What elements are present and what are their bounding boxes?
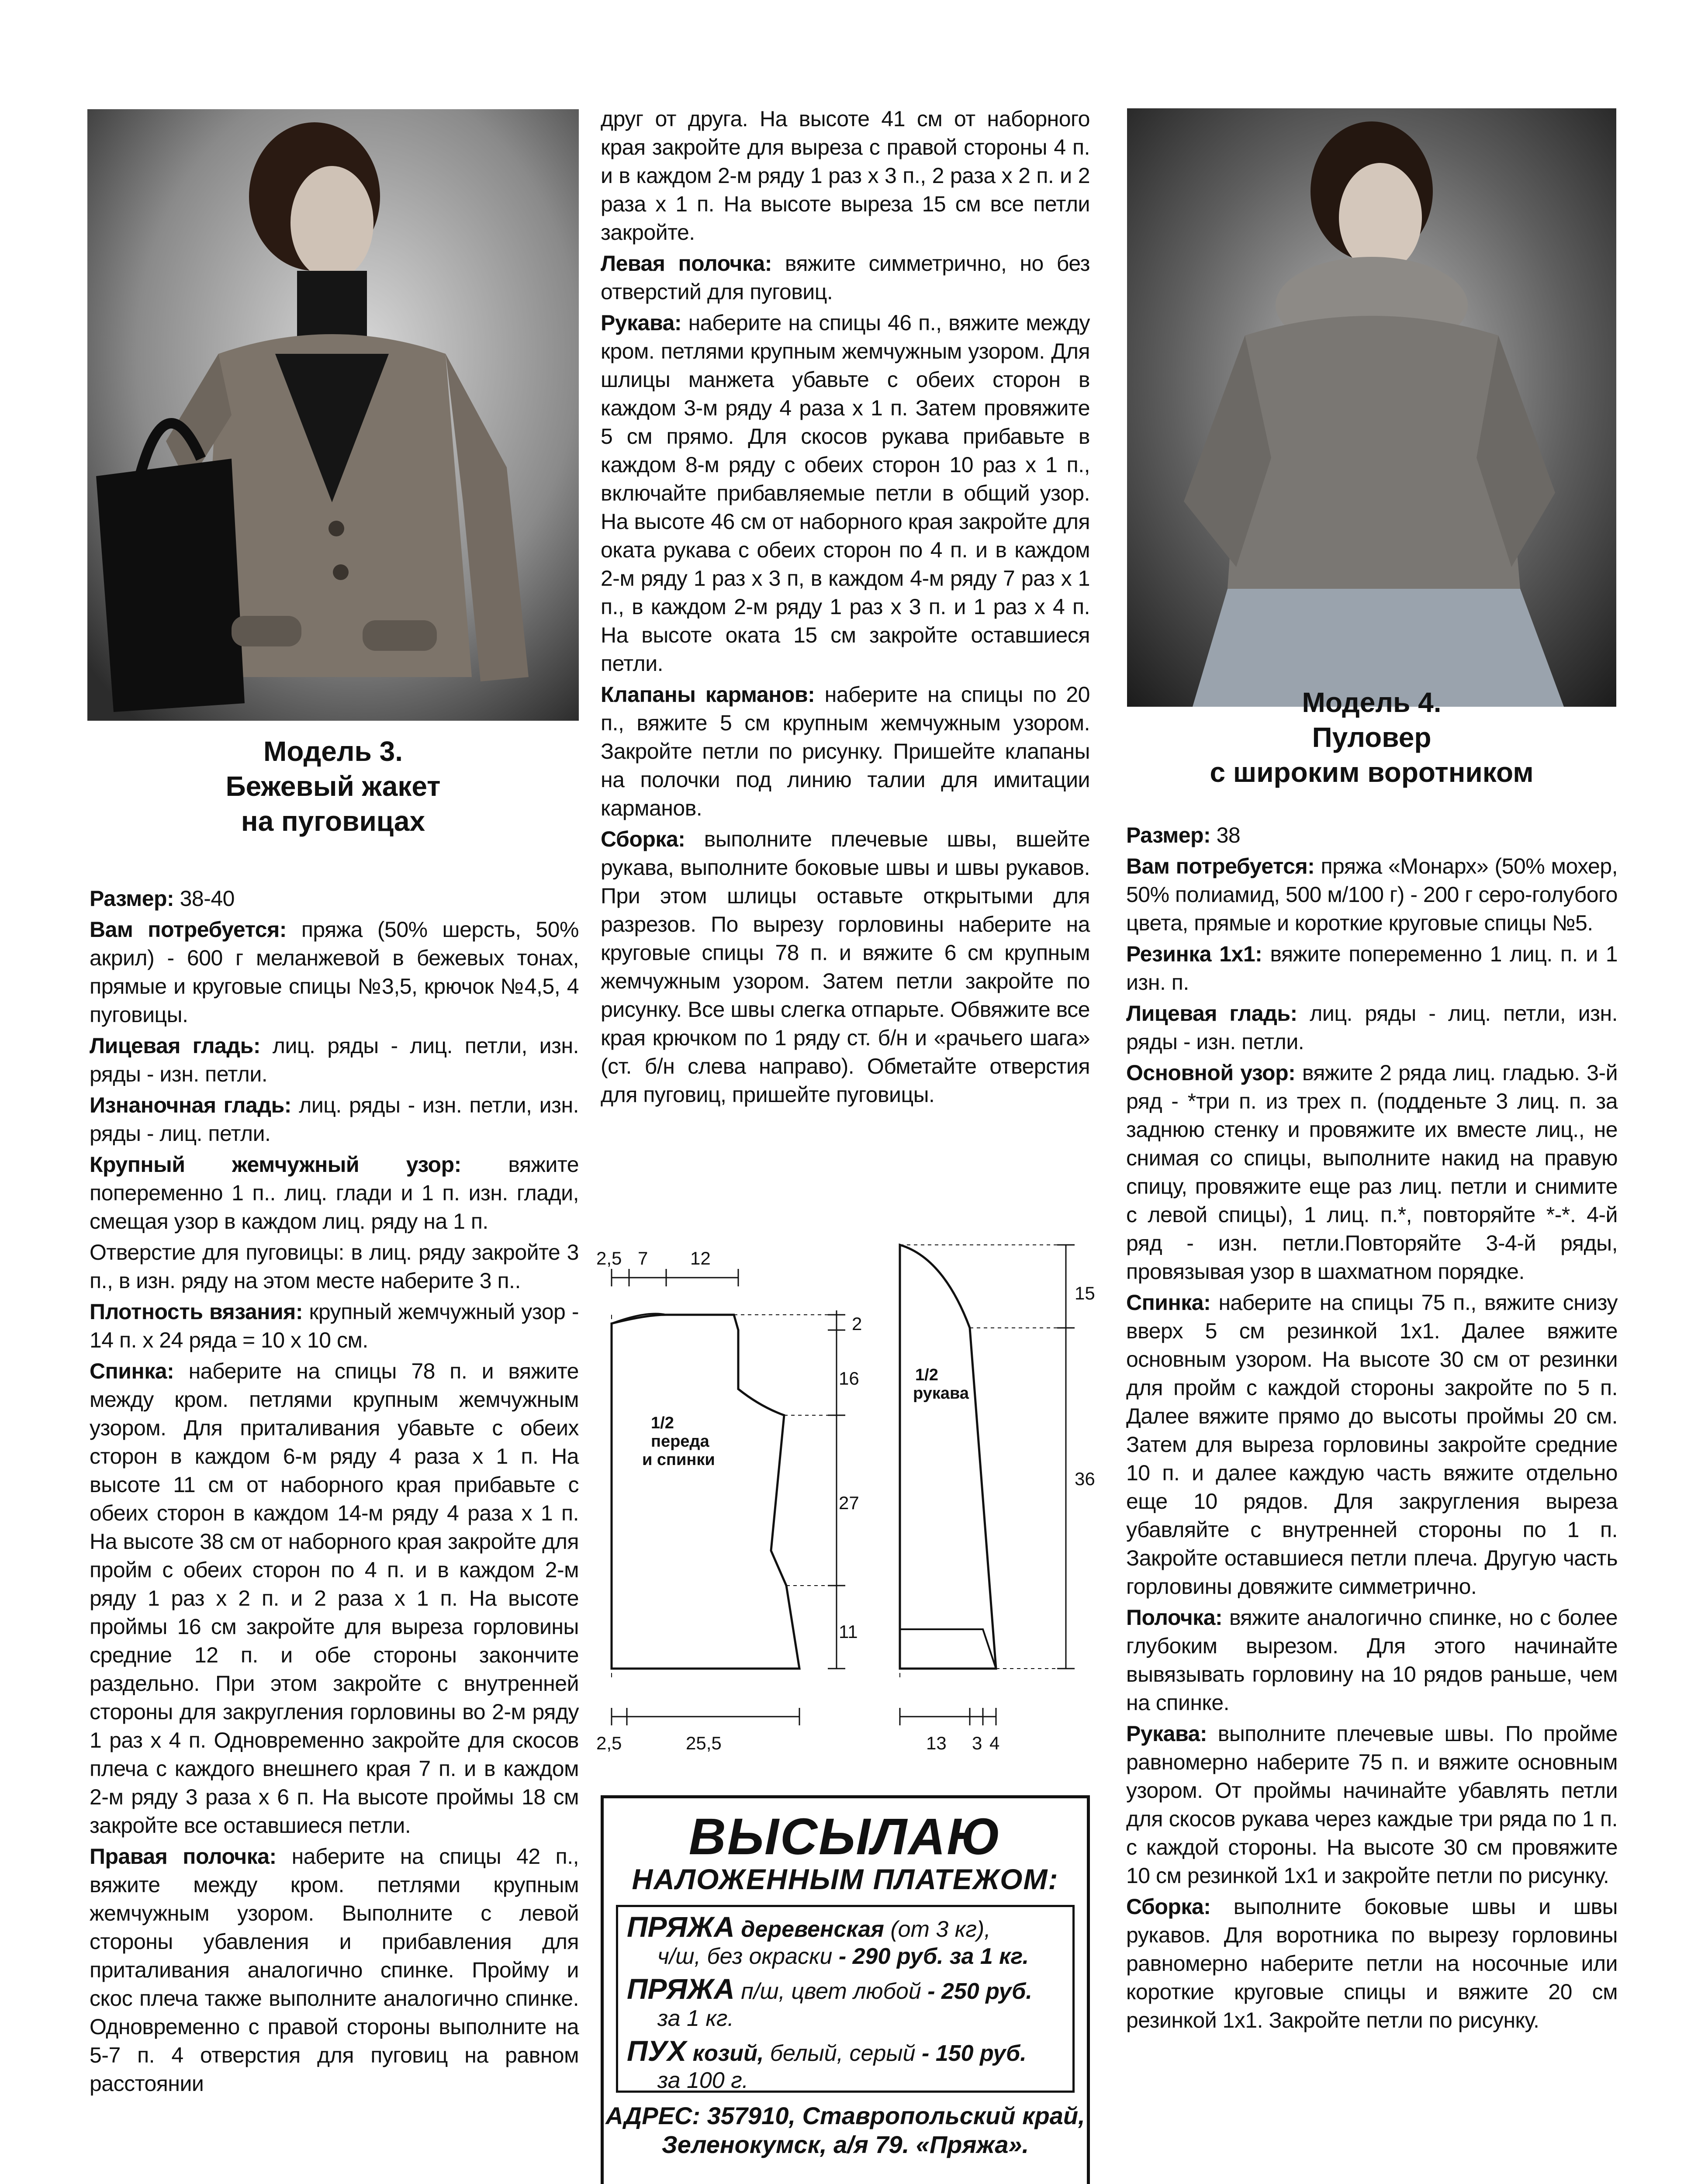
pattern-labels (596, 1248, 1095, 1753)
paragraph (1126, 940, 1618, 997)
ad-item-price: - 250 руб. (921, 1979, 1032, 2004)
paragraph-text: друг от друга. На высоте 41 см от наборного края закройте для выреза с правой стороны 4 п. и в каждом 2-м ряду 1 раз х 3 п., 2 раза х 2 п. и 2 раза х 1 п. На высоте выреза 15 см все петли закройте. (601, 107, 1090, 245)
pattern-diagram-svg (594, 1223, 1095, 1760)
paragraph (1126, 852, 1618, 937)
paragraph-label: Резинка 1х1: (1126, 942, 1262, 966)
sleeve-label-line: рукава (913, 1384, 969, 1403)
paragraph-label: Вам потребуется: (90, 917, 287, 942)
ad-item-line (627, 1943, 1064, 1970)
paragraph-label: Полочка: (1126, 1605, 1223, 1630)
paragraph-label: Размер: (1126, 823, 1211, 847)
paragraph-text: выполните плечевые швы, вшейте рукава, выполните боковые швы и швы рукавов. При этом шлицы оставьте открытыми для разрезов. По вырезу горловины наберите на круговые спицы 78 п. и вяжите 6 см крупным жемчужным узором. Затем петли закройте по рисунку. Все швы слегка отпарьте. Обвяжите все края крючком по 1 ряду ст. б/н и «рачьего шага» (ст. б/н слева направо). Обметайте отверстия для пуговиц, пришейте пуговицы. (601, 827, 1090, 1107)
front-back-label-line: 1/2 (651, 1414, 674, 1432)
paragraph (90, 885, 579, 913)
paragraph-label: Размер: (90, 886, 174, 911)
paragraph (1126, 999, 1618, 1056)
ad-address (604, 2101, 1087, 2159)
dim-label: 2 (852, 1313, 862, 1334)
paragraph-text: наберите на спицы 75 п., вяжите снизу вверх 5 см резинкой 1х1. Далее вяжите основным узором. На высоте 30 см от резинки для пройм с каждой стороны закройте по 5 п. Далее вяжите прямо до высоты проймы 20 см. Затем для выреза горловины закройте средние 10 п. и далее каждую часть вяжите отдельно еще 10 рядов. Для закругления выреза убавляйте с внутренней стороны по 1 п. Закройте оставшиеся петли плеча. Другую часть горловины довяжите симметрично. (1126, 1290, 1618, 1599)
ad-item-desc: п/ш, цвет любой (734, 1979, 921, 2004)
dim-label: 15 (1075, 1283, 1095, 1303)
dim-label: 16 (839, 1368, 859, 1389)
paragraph-text: наберите на спицы 46 п., вяжите между кром. петлями крупным жемчужным узором. Для шлицы манжета убавьте с обеих сторон в каждом 3-м ряду 4 раза х 1 п. Затем провяжите 5 см прямо. Для скосов рукава прибавьте в каждом 8-м ряду с обеих сторон 10 раз х 1 п., включайте прибавляемые петли в общий узор. На высоте 46 см от наборного края закройте для оката рукава с обеих сторон по 4 п. и в каждом 2-м ряду 1 раз х 3 п, в каждом 4-м ряду 7 раз х 1 п., в каждом 2-м ряду 1 раз х 3 п. и 1 раз х 4 п. На высоте оката 15 см закройте оставшиеся петли. (601, 311, 1090, 676)
paragraph-label: Левая полочка: (601, 251, 772, 276)
paragraph-text: вяжите 2 ряда лиц. гладью. 3-й ряд - *три п. из трех п. (подденьте 3 лиц. п. за заднюю стенку и провяжите их вместе лиц., не снимая со спицы, выполните накид на правую спицу, провяжите еще раз лиц. петли и снимите с левой спицы), 1 лиц. п.*, повторяйте *-*. 4-й ряд - изн. петли.Повторяйте 3-4-й ряды, провязывая узор в шахматном порядке. (1126, 1061, 1618, 1284)
paragraph (1126, 1720, 1618, 1890)
ad-item-note: белый, серый (764, 2041, 916, 2066)
paragraph-text: вяжите попеременно 1 п.. лиц. глади и 1 п. изн. глади, смещая узор в каждом лиц. ряду на 1 п. (90, 1152, 579, 1234)
paragraph-text: наберите на спицы 78 п. и вяжите между кром. петлями крупным жемчужным узором. Для приталивания убавьте с обеих сторон в каждом 6-м ряду 4 раза х 1 п. На высоте 11 см от наборного края прибавьте с обеих сторон в каждом 14-м ряду 4 раза х 1 п. На высоте 38 см от наборного края закройте для пройм с обеих сторон по 4 п. и в каждом 2-м ряду 1 раз х 2 п. и 2 раза х 1 п. На высоте проймы 16 см закройте для выреза горловины средние 12 п. и обе стороны закончите раздельно. При этом закройте с внутренней стороны для закругления горловины во 2-м ряду 1 раз х 4 п. Одновременно закройте для скосов плеча с каждого внешнего края 7 п. и в каждом 2-м ряду 3 раза х 6 п. На высоте проймы 18 см закройте все оставшиеся петли. (90, 1359, 579, 1838)
paragraph-label: Лицевая гладь: (1126, 1001, 1297, 1026)
front-back-label (642, 1414, 715, 1469)
paragraph-text: пряжа (50% шерсть, 50% акрил) - 600 г меланжевой в бежевых тонах, прямые и круговые спицы №3,5, крючок №4,5, 4 пуговицы. (90, 917, 579, 1027)
ad-item (627, 1913, 1064, 1970)
front-back-label-line: переда (651, 1432, 709, 1451)
ad-item-price: - 150 руб. (915, 2041, 1027, 2066)
paragraph (1126, 1289, 1618, 1601)
photo-model-3 (87, 109, 579, 721)
paragraph (1126, 1893, 1618, 2035)
caption-model-3 (87, 734, 579, 839)
dim-label: 11 (839, 1621, 858, 1642)
paragraph (1126, 1059, 1618, 1286)
sleeve-label-line: 1/2 (915, 1366, 938, 1384)
paragraph-label: Плотность вязания: (90, 1299, 303, 1324)
dim-label: 12 (690, 1248, 711, 1268)
ad-item (627, 2037, 1064, 2094)
paragraph-label: Спинка: (1126, 1290, 1211, 1315)
paragraph-label: Правая полочка: (90, 1844, 277, 1869)
paragraph (601, 825, 1090, 1109)
ad-address-line: Зеленокумск, а/я 79. «Пряжа». (661, 2131, 1029, 2158)
ad-subtitle: НАЛОЖЕННЫМ ПЛАТЕЖОМ: (632, 1863, 1059, 1895)
ad-title: ВЫСЫЛАЮ (688, 1808, 1002, 1866)
ad-item-note: (от 3 кг), (884, 1917, 991, 1942)
ad-item-unit: за 1 кг. (657, 2006, 734, 2031)
dim-label: 4 (989, 1733, 1000, 1753)
paragraph-text: лиц. ряды - изн. петли, изн. ряды - лиц. петли. (90, 1093, 579, 1146)
ad-item-name: ПУХ (627, 2035, 687, 2067)
paragraph-label: Клапаны карманов: (601, 682, 815, 707)
paragraph-text: лиц. ряды - лиц. петли, изн. ряды - изн. петли. (1126, 1001, 1618, 1054)
ad-item-name: ПРЯЖА (627, 1973, 735, 2005)
caption-model-3-line-3: на пуговицах (241, 805, 425, 837)
paragraph (601, 105, 1090, 247)
paragraph-text: вяжите аналогично спинке, но с более глубоким вырезом. Для этого начинайте вывязывать горловину на 10 рядов раньше, чем на спинке. (1126, 1605, 1618, 1715)
paragraph-text: лиц. ряды - лиц. петли, изн. ряды - изн. петли. (90, 1033, 579, 1086)
caption-model-4-line-2: Пуловер (1312, 722, 1432, 753)
pattern-lines (612, 1245, 1075, 1725)
pattern-diagram (594, 1223, 1095, 1760)
photo-model-4-illustration (1127, 108, 1616, 707)
paragraph (1126, 821, 1618, 850)
paragraph (1126, 1603, 1618, 1717)
paragraph-text: 38 (1210, 823, 1241, 847)
paragraph-label: Основной узор: (1126, 1061, 1296, 1085)
paragraph-text: наберите на спицы 42 п., вяжите между кром. петлями крупным жемчужным узором. Выполните с левой стороны убавления и прибавления для приталивания аналогично спинке. Пройму и скос плеча также выполните аналогично спинке. Одновременно с правой стороны выполните на 5-7 п. 4 отверстия для пуговиц на равном расстоянии (90, 1844, 579, 2096)
paragraph-label: Сборка: (601, 827, 685, 851)
ad-address-line: АДРЕС: 357910, Ставропольский край, (605, 2102, 1085, 2129)
dim-label: 36 (1075, 1469, 1095, 1489)
ad-price-list (616, 1905, 1075, 2093)
dim-label: 27 (839, 1493, 859, 1513)
paragraph-label: Сборка: (1126, 1894, 1211, 1919)
caption-model-4-line-1: Модель 4. (1302, 687, 1442, 718)
dim-label: 2,5 (596, 1733, 622, 1753)
paragraph (90, 1357, 579, 1840)
dim-label: 25,5 (686, 1733, 722, 1753)
paragraph-text: выполните плечевые швы. По пройме равномерно наберите 75 п. и вяжите основным узором. От проймы начинайте убавлять петли для скосов рукава через каждые три ряда по 1 п. с каждой стороны. На высоте 30 см провяжите 10 см резинкой 1х1 и закройте петли по рисунку. (1126, 1721, 1618, 1888)
ad-item-kind: козий, (686, 2041, 764, 2066)
column-model-4-instructions (1126, 821, 1618, 2037)
paragraph-label: Вам потребуется: (1126, 854, 1315, 878)
caption-model-3-line-1: Модель 3. (263, 736, 403, 767)
paragraph-label: Рукава: (601, 311, 682, 335)
paragraph-text: вяжите попеременно 1 лиц. п. и 1 изн. п. (1126, 942, 1618, 995)
ad-item-name: ПРЯЖА (627, 1911, 735, 1943)
column-model-3-continued (601, 105, 1090, 1112)
paragraph-text: крупный жемчужный узор - 14 п. х 24 ряда = 10 х 10 см. (90, 1299, 579, 1352)
photo-model-4 (1127, 108, 1616, 707)
paragraph-text: 38-40 (174, 886, 235, 911)
paragraph-label: Рукава: (1126, 1721, 1207, 1746)
paragraph-text: выполните боковые швы и швы рукавов. Для воротника по вырезу горловины равномерно наберите петли на носочные или короткие круговые спицы и вяжите 20 см резинкой 1х1. Закройте петли по рисунку. (1126, 1894, 1618, 2032)
ad-item-price: - 290 руб. (832, 1944, 944, 1969)
paragraph (90, 1091, 579, 1148)
paragraph-label: Спинка: (90, 1359, 174, 1383)
dim-label: 13 (926, 1733, 947, 1753)
paragraph (601, 249, 1090, 306)
front-back-label-line: и спинки (642, 1451, 715, 1469)
dim-label: 3 (972, 1733, 982, 1753)
sleeve-cuff (900, 1629, 996, 1669)
caption-model-4-line-3: с широким воротником (1210, 757, 1534, 788)
sleeve-outline (900, 1245, 996, 1669)
paragraph (601, 681, 1090, 822)
front-back-outline (612, 1315, 799, 1669)
dim-label: 2,5 (596, 1248, 622, 1268)
paragraph (90, 1151, 579, 1236)
caption-model-3-line-2: Бежевый жакет (225, 771, 441, 802)
paragraph-text: наберите на спицы по 20 п., вяжите 5 см крупным жемчужным узором. Закройте петли по рисунку. Пришейте клапаны на полочки под линию талии для имитации карманов. (601, 682, 1090, 820)
paragraph (90, 1238, 579, 1295)
advertisement (601, 1795, 1090, 2184)
dim-label: 7 (638, 1248, 648, 1268)
column-model-3-instructions (90, 885, 579, 2101)
paragraph-text: вяжите симметрично, но без отверстий для пуговиц. (601, 251, 1090, 304)
ad-item-unit: за 1 кг. (943, 1944, 1029, 1969)
paragraph (601, 309, 1090, 678)
paragraph-text: пряжа «Монарх» (50% мохер, 50% полиамид, 500 м/100 г) - 200 г серо-голубого цвета, прямые и короткие круговые спицы №5. (1126, 854, 1618, 935)
caption-model-4 (1127, 685, 1616, 790)
paragraph (90, 1298, 579, 1355)
photo-model-3-illustration (87, 109, 579, 721)
paragraph (90, 1842, 579, 2098)
ad-item-desc: ч/ш, без окраски (657, 1944, 833, 1969)
ad-item (627, 1975, 1064, 2032)
paragraph (90, 916, 579, 1029)
sleeve-label (913, 1366, 969, 1403)
paragraph-label: Лицевая гладь: (90, 1033, 260, 1058)
ad-item-kind: деревенская (734, 1917, 884, 1942)
paragraph-text: Отверстие для пуговицы: в лиц. ряду закройте 3 п., в изн. ряду на этом месте наберите 3 п.. (90, 1240, 579, 1293)
paragraph-label: Изнаночная гладь: (90, 1093, 291, 1117)
paragraph (90, 1032, 579, 1089)
ad-item-unit: за 100 г. (657, 2068, 749, 2093)
paragraph-label: Крупный жемчужный узор: (90, 1152, 461, 1177)
